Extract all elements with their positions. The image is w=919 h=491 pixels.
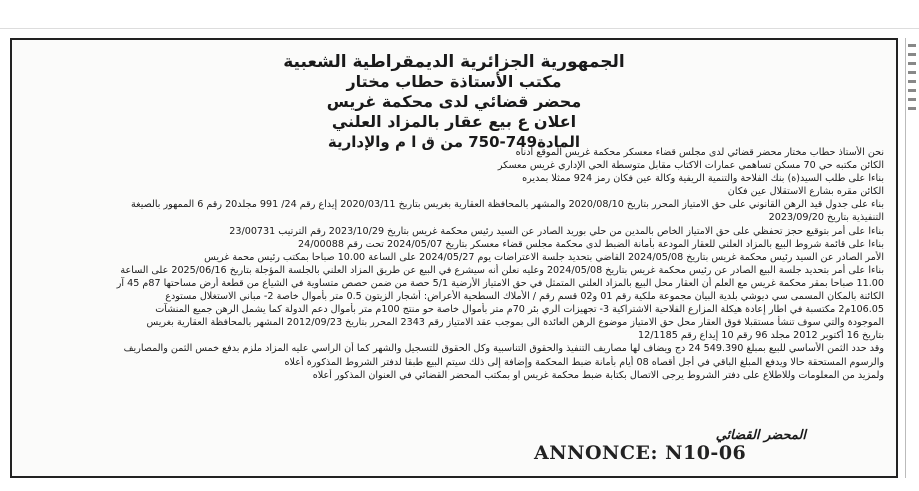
signature-label: المحضر القضائي [715,428,806,443]
margin-mark [908,62,916,65]
body-line: وقد حدد الثمن الأساسي للبيع بمبلغ 549.390 24 دج ويضاف لها مصاريف التنفيذ والحقوق التناسبية وكل الحقوق للتسجيل والشهر كما أن الراسي عليه المزاد ملزم بدفع خمس الثمن والمصاريف [123,343,884,355]
body-line: والرسوم المستحقة حالا ويدفع المبلغ الباقي في أجل أقصاه 08 أيام بأمانة ضبط المحكمة وإضافة إلى ذلك سيتم البيع طبقا لدفتر الشروط المذكورة أعلاه [284,356,884,368]
margin-mark [908,71,916,74]
body-line: بناءا على طلب السيد(ة) بنك الفلاحة والتنمية الريفية وكالة عين فكان رمز 924 ممثلا بمديره [522,173,884,185]
body-line: بناءا على أمر بتوقيع حجز تحفظي على حق الامتياز الخاص بالمدين من حلي بوريد الصادر عن السيد رئيس محكمة غريس بتاريخ 2023/10/29 رقم الترتيب 23/00731 [229,225,884,237]
margin-mark [908,89,916,92]
legal-article: المادة749-750 من ق ا م والإدارية [327,133,581,151]
notice-frame [10,38,898,478]
body-line: 11.00 صباحا بمقر محكمة غريس مع العلم أن العقار محل البيع بالمزاد العلني المتمثل في حق الامتياز الأرضية 5/1 حصة من ضمن حصص متساوية في الشياع من قطعة أرض مساحتها 87م 45 آر [116,277,884,289]
notice-body [26,146,884,382]
body-line: الكائنة بالمكان المسمى سي ديوشي بلدية البيان مجموعة ملكية رقم 01 و02 قسم رقم / الأملاك السطحية الأعراض: أشجار الزيتون 0.5 متر بأموال خاصة 2- مباني الاستغلال مستودع [165,291,884,303]
bailiff-title: محضر قضائي لدى محكمة غريس [326,92,582,111]
notice-title: اعلان ع بيع عقار بالمزاد العلني [331,112,577,131]
body-line: الكائن مكتبه حي 70 مسكن تساهمي عمارات الاكتاب مقابل متوسطة الحي الإداري غريس معسكر [497,160,884,172]
margin-mark [908,80,916,83]
body-line: ولمزيد من المعلومات وللاطلاع على دفتر الشروط يرجى الاتصال بكتابة ضبط محكمة غريس او بمكتب المحضر القضائي في العنوان المذكور أعلاه [312,369,884,381]
office-title: مكتب الأستاذة حطاب مختار [346,72,562,91]
margin-mark [908,107,916,110]
margin-strip [905,38,918,478]
body-line: الكائن مقره بشارع الاستقلال عين فكان [727,186,884,198]
body-line: التنفيذية بتاريخ 2023/09/20 [768,212,884,224]
body-line: 106.05م2 مكتسبة في اطار إعادة هيكلة المزارع الفلاحية الاشتراكية 3- تجهيزات الري بئر 70م متر بأموال خاصة حو منتج 100م متر بأموال دعم الدولة كما يشمل الرهن جميع المنشآت [155,304,884,316]
country-title: الجمهورية الجزائرية الديمقراطية الشعبية [283,52,625,72]
body-line: الأمر الصادر عن السيد رئيس محكمة غريس بتاريخ 2024/05/08 القاضي بتحديد جلسة الاعتراضات يوم 2024/05/27 على الساعة 10.00 صباحا بمكتب رئيس محمة غريس [204,251,884,263]
body-line: نحن الأستاذ حطاب مختار محضر قضائي لدى مجلس قضاء معسكر محكمة غريس الموقع أدناه [515,147,884,158]
body-line: بناءا على قائمة شروط البيع بالمزاد العلني للعقار المودعة بأمانة الضبط لدى محكمة مجلس قضاء معسكر بتاريخ 2024/05/07 تحت رقم 24/00088 [298,238,884,250]
top-rule [0,28,919,29]
margin-mark [908,44,916,47]
body-line: بناء على جدول قيد الرهن القانوني على حق الامتياز المحرر بتاريخ 2020/08/10 والمشهر بالمحافظة العقارية بغريس بتاريخ 2020/03/11 إيداع رقم 24/ 991 مجلد20 رقم 6 الممهور بالصيغة [130,199,884,211]
margin-mark [908,98,916,101]
body-line: بناءا على أمر بتحديد جلسة البيع الصادر عن رئيس محكمة غريس بتاريخ 2024/05/08 وعليه نعلن أنه سيشرع في البيع عن طريق المزاد العلني بالجلسة المؤجلة بتاريخ 2025/06/16 على الساعة [120,264,884,276]
margin-mark [908,53,916,56]
body-line: الموجودة والتي سوف تنشأ مستقبلا فوق العقار محل حق الامتياز موضوع الرهن العائدة الى بموجب عقد الامتياز رقم 2343 المحرر بتاريخ 2012/09/23 المشهر بالمحافظة العقارية بغريس [146,317,884,329]
body-line: بتاريخ 16 أكتوبر 2012 مجلد 96 رقم 10 إيداع رقم 12/1185 [637,330,884,342]
annonce-number: ANNONCE: N10-06 [534,442,747,464]
notice-header [12,52,896,152]
